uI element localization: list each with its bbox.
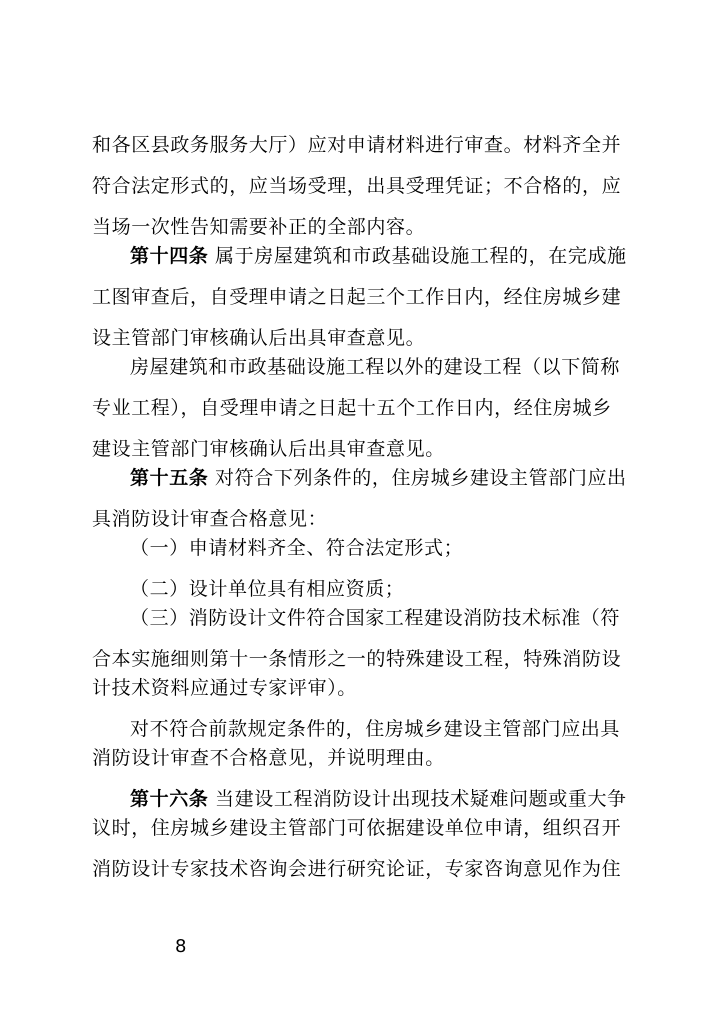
line-text: 当建设工程消防设计出现技术疑难问题或重大争	[208, 788, 627, 810]
line-text: 消防设计审查不合格意见，并说明理由。	[92, 747, 445, 769]
line-text: 符合法定形式的，应当场受理，出具受理凭证；不合格的，应	[92, 175, 622, 197]
article-15-heading-line	[130, 465, 640, 491]
text-line	[130, 354, 640, 380]
page-number: 8	[175, 936, 187, 957]
line-text: 计技术资料应通过专家评审）。	[92, 677, 357, 699]
line-text: 具消防设计审查合格意见：	[92, 508, 328, 530]
text-line	[130, 716, 640, 742]
line-text: 和各区县政务服务大厅）应对申请材料进行审查。材料齐全并	[92, 134, 622, 156]
text-line	[92, 506, 640, 532]
article-15-title: 第十五条	[130, 467, 209, 489]
text-line	[92, 646, 640, 672]
line-text: 议时，住房城乡建设主管部门可依据建设单位申请，组织召开	[92, 817, 622, 839]
article-16-heading-line	[130, 786, 640, 812]
text-line	[92, 675, 640, 701]
article-14-heading-line	[130, 243, 640, 269]
line-text: 合本实施细则第十一条情形之一的特殊建设工程，特殊消防设	[92, 648, 622, 670]
line-text: 当场一次性告知需要补正的全部内容。	[92, 216, 426, 238]
text-line	[92, 284, 640, 310]
line-text: 消防设计专家技术咨询会进行研究论证，专家咨询意见作为住	[92, 858, 622, 880]
line-text: 专业工程），自受理申请之日起十五个工作日内，经住房城乡	[92, 397, 612, 419]
line-text: （一）申请材料齐全、符合法定形式；	[130, 537, 464, 559]
text-line	[92, 214, 640, 240]
line-text: 工图审查后，自受理申请之日起三个工作日内，经住房城乡建	[92, 286, 622, 308]
text-line	[92, 745, 640, 771]
line-text: 房屋建筑和市政基础设施工程以外的建设工程（以下简称	[130, 356, 621, 378]
text-line	[92, 856, 640, 882]
line-text: 对符合下列条件的，住房城乡建设主管部门应出	[208, 467, 627, 489]
line-text: 属于房屋建筑和市政基础设施工程的，在完成施	[208, 245, 627, 267]
line-text: （三）消防设计文件符合国家工程建设消防技术标准（符	[130, 607, 621, 629]
article-14-title: 第十四条	[130, 245, 209, 267]
text-line	[92, 395, 640, 421]
line-text: （二）设计单位具有相应资质；	[130, 578, 405, 600]
text-line	[92, 815, 640, 841]
article-16-title: 第十六条	[130, 788, 209, 810]
line-text: 建设主管部门审核确认后出具审查意见。	[92, 438, 445, 460]
text-line	[92, 436, 640, 462]
list-item	[130, 535, 640, 561]
line-text: 对不符合前款规定条件的，住房城乡建设主管部门应出具	[130, 718, 621, 740]
list-item	[130, 605, 640, 631]
line-text: 设主管部门审核确认后出具审查意见。	[92, 327, 426, 349]
text-line	[92, 325, 640, 351]
list-item	[130, 576, 640, 602]
text-line	[92, 173, 640, 199]
text-line	[92, 132, 640, 158]
